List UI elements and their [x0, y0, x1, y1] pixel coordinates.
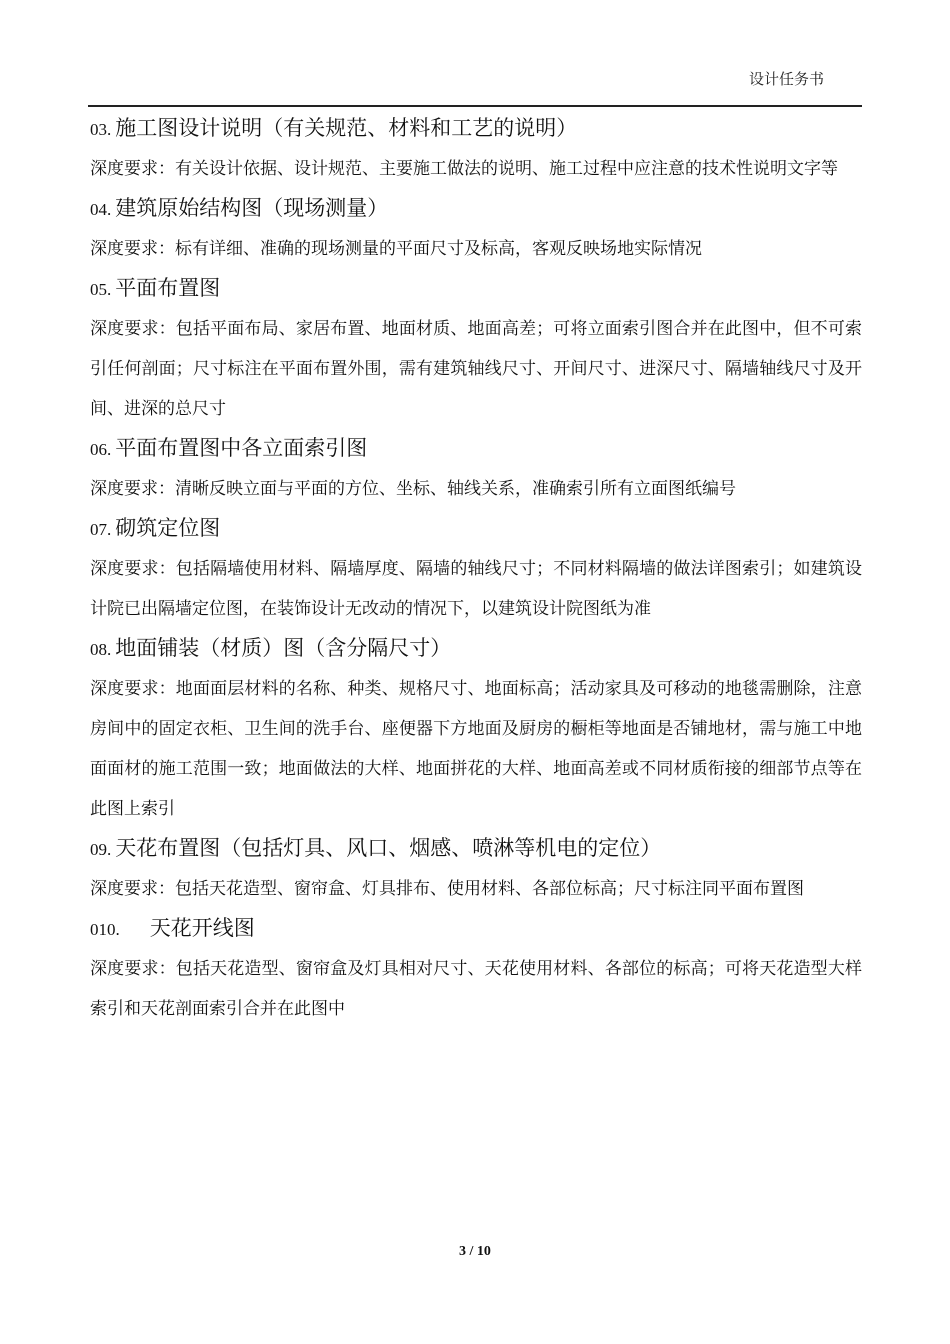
section-number: 010. [90, 920, 120, 939]
section-010 [90, 913, 862, 1029]
depth-requirement: 深度要求：标有详细、准确的现场测量的平面尺寸及标高，客观反映场地实际情况 [90, 239, 702, 259]
section-heading [90, 913, 862, 945]
depth-requirement: 深度要求：包括天花造型、窗帘盒及灯具相对尺寸、天花使用材料、各部位的标高；可将天花造型大样索引和天花剖面索引合并在此图中 [90, 959, 862, 1019]
section-05 [90, 273, 862, 429]
section-title: 地面铺装（材质）图（含分隔尺寸） [115, 636, 452, 660]
document-body [90, 113, 862, 1033]
section-heading [90, 633, 862, 665]
section-03 [90, 113, 862, 189]
section-heading [90, 833, 862, 865]
section-08 [90, 633, 862, 829]
section-title: 天花布置图（包括灯具、风口、烟感、喷淋等机电的定位） [115, 836, 662, 860]
section-number: 06. [90, 440, 112, 459]
section-title: 砌筑定位图 [115, 516, 221, 540]
section-number: 03. [90, 120, 112, 139]
header-divider [88, 105, 862, 107]
section-heading [90, 273, 862, 305]
section-heading [90, 193, 862, 225]
depth-requirement: 深度要求：包括天花造型、窗帘盒、灯具排布、使用材料、各部位标高；尺寸标注同平面布置图 [90, 879, 804, 899]
section-07 [90, 513, 862, 629]
section-title: 建筑原始结构图（现场测量） [115, 196, 389, 220]
section-heading [90, 113, 862, 145]
page-number: 3 / 10 [459, 1244, 491, 1259]
depth-requirement: 深度要求：包括隔墙使用材料、隔墙厚度、隔墙的轴线尺寸；不同材料隔墙的做法详图索引；如建筑设计院已出隔墙定位图，在装饰设计无改动的情况下，以建筑设计院图纸为准 [90, 559, 862, 619]
section-04 [90, 193, 862, 269]
section-title: 天花开线图 [149, 916, 255, 940]
section-number: 09. [90, 840, 112, 859]
section-title: 平面布置图 [115, 276, 221, 300]
section-number: 05. [90, 280, 112, 299]
depth-requirement: 深度要求：清晰反映立面与平面的方位、坐标、轴线关系，准确索引所有立面图纸编号 [90, 479, 736, 499]
depth-requirement: 深度要求：包括平面布局、家居布置、地面材质、地面高差；可将立面索引图合并在此图中，但不可索引任何剖面；尺寸标注在平面布置外围，需有建筑轴线尺寸、开间尺寸、进深尺寸、隔墙轴线尺寸及开间、进深的总尺寸 [90, 319, 862, 419]
section-heading [90, 513, 862, 545]
section-number: 07. [90, 520, 112, 539]
section-title: 平面布置图中各立面索引图 [115, 436, 368, 460]
section-heading [90, 433, 862, 465]
section-09 [90, 833, 862, 909]
document-header-title: 设计任务书 [748, 70, 824, 88]
depth-requirement: 深度要求：地面面层材料的名称、种类、规格尺寸、地面标高；活动家具及可移动的地毯需删除，注意房间中的固定衣柜、卫生间的洗手台、座便器下方地面及厨房的橱柜等地面是否铺地材，需与施工中地面面材的施工范围一致；地面做法的大样、地面拼花的大样、地面高差或不同材质衔接的细部节点等在此图上索引 [90, 679, 862, 819]
section-number: 04. [90, 200, 112, 219]
section-number: 08. [90, 640, 112, 659]
depth-requirement: 深度要求：有关设计依据、设计规范、主要施工做法的说明、施工过程中应注意的技术性说明文字等 [90, 159, 838, 179]
section-06 [90, 433, 862, 509]
section-title: 施工图设计说明（有关规范、材料和工艺的说明） [115, 116, 578, 140]
